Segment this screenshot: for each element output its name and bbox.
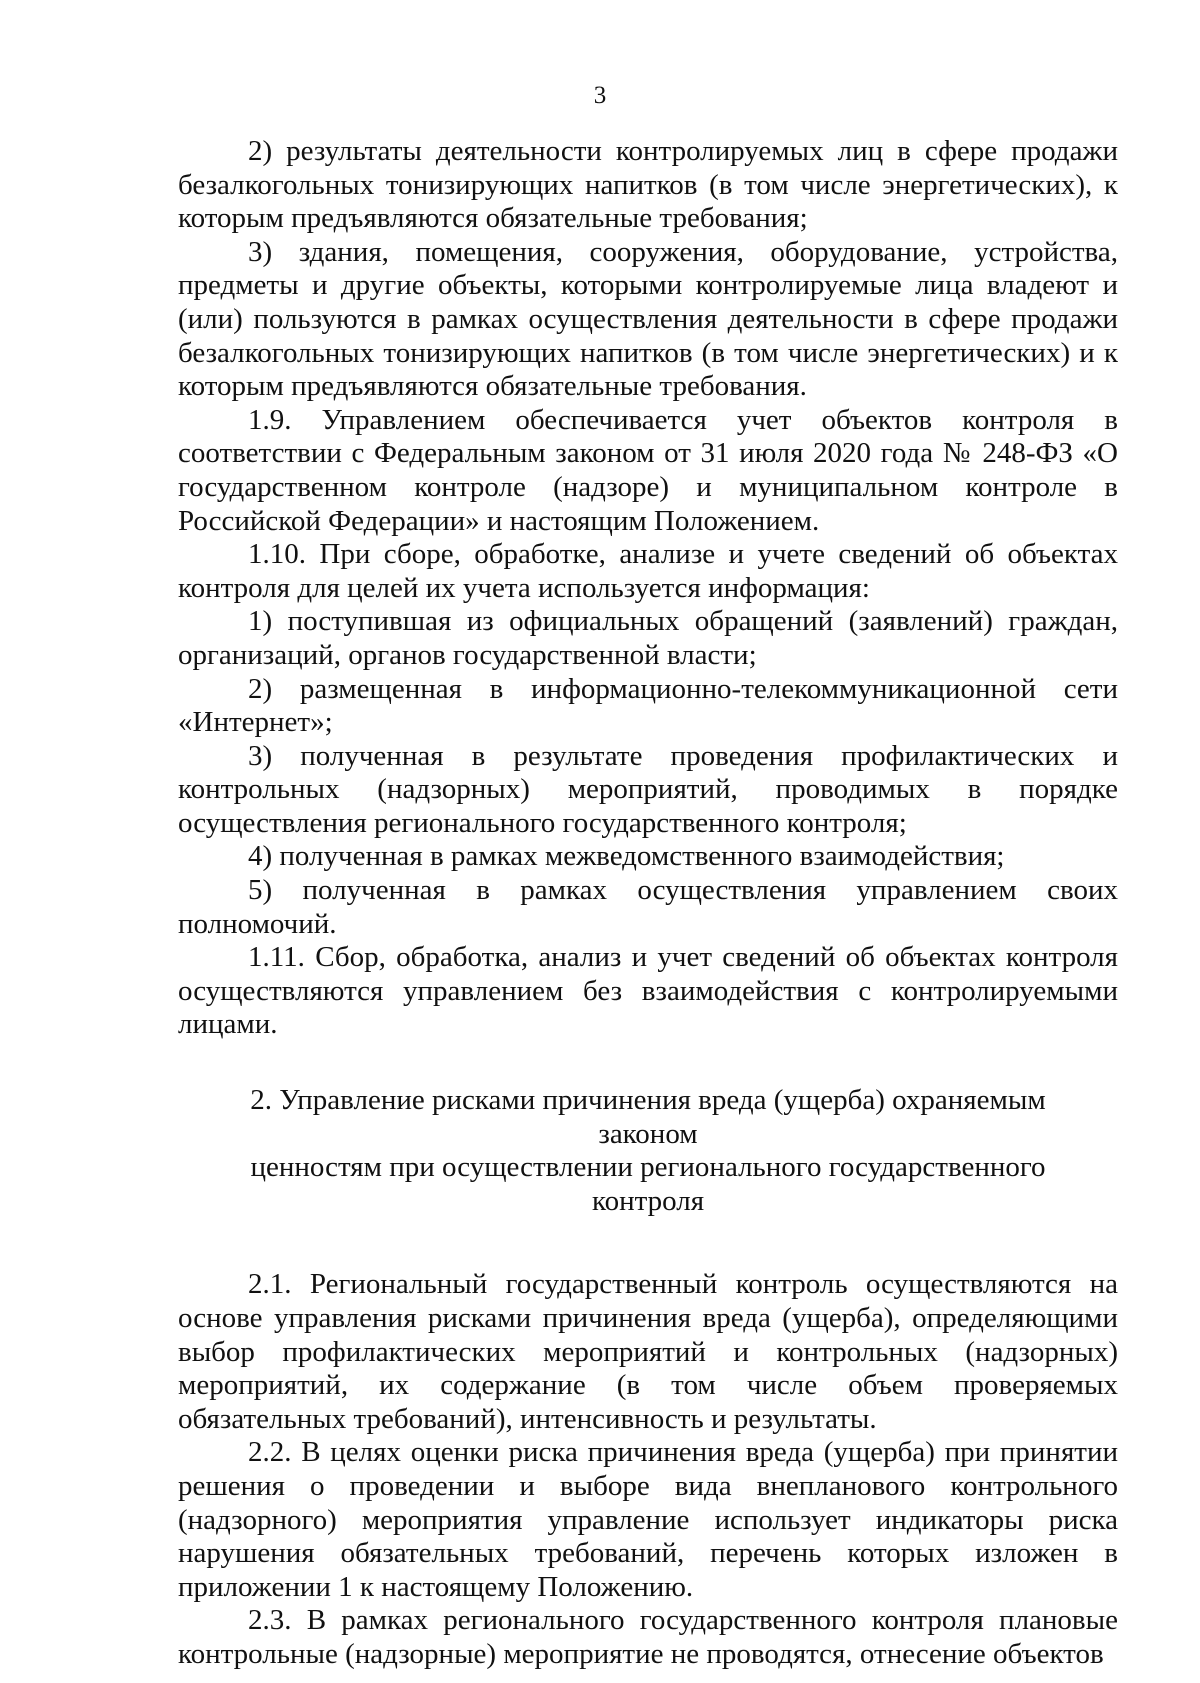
paragraph-source-3: 3) полученная в результате проведения профилактических и контрольных (надзорных) мероприятий, проводимых в порядке осуществления регионального государственного контроля;	[178, 739, 1118, 839]
paragraph-item-2-results: 2) результаты деятельности контролируемых лиц в сфере продажи безалкогольных тонизирующих напитков (в том числе энергетических), к которым предъявляются обязательные требования;	[178, 135, 1118, 235]
paragraph-2-2: 2.2. В целях оценки риска причинения вреда (ущерба) при принятии решения о проведении и выборе вида внепланового контрольного (надзорного) мероприятия управление использует индикаторы риска нарушения обязательных требований, перечень которых изложен в приложении 1 к настоящему Положению.	[178, 1436, 1118, 1603]
section-2-heading	[178, 1084, 1118, 1218]
paragraph-1-9: 1.9. Управлением обеспечивается учет объектов контроля в соответствии с Федеральным законом от 31 июля 2020 года № 248-ФЗ «О государственном контроле (надзоре) и муниципальном контроле в Российской Федерации» и настоящим Положением.	[178, 403, 1118, 537]
paragraph-source-5: 5) полученная в рамках осуществления управлением своих полномочий.	[178, 874, 1118, 940]
document-body	[178, 135, 1118, 1672]
paragraph-2-1: 2.1. Региональный государственный контроль осуществляются на основе управления рисками причинения вреда (ущерба), определяющими выбор профилактических мероприятий и контрольных (надзорных) мероприятий, их содержание (в том числе объем проверяемых обязательных требований), интенсивность и результаты.	[178, 1268, 1118, 1435]
paragraph-source-4: 4) полученная в рамках межведомственного взаимодействия;	[248, 840, 1005, 873]
paragraph-1-10: 1.10. При сборе, обработке, анализе и учете сведений об объектах контроля для целей их учета используется информация:	[178, 538, 1118, 604]
paragraph-item-3-buildings: 3) здания, помещения, сооружения, оборудование, устройства, предметы и другие объекты, которыми контролируемые лица владеют и (или) пользуются в рамках осуществления деятельности в сфере продажи безалкогольных тонизирующих напитков (в том числе энергетических) и к которым предъявляются обязательные требования.	[178, 235, 1118, 403]
paragraph-1-11: 1.11. Сбор, обработка, анализ и учет сведений об объектах контроля осуществляются управлением без взаимодействия с контролируемыми лицами.	[178, 941, 1118, 1041]
section-2-heading-line-2: ценностям при осуществлении регионального государственного контроля	[250, 1151, 1046, 1217]
paragraph-source-2: 2) размещенная в информационно-телекоммуникационной сети «Интернет»;	[178, 672, 1118, 739]
page-number: 3	[593, 82, 607, 109]
paragraph-source-1: 1) поступившая из официальных обращений (заявлений) граждан, организаций, органов государственной власти;	[178, 605, 1118, 671]
paragraph-2-3: 2.3. В рамках регионального государственного контроля плановые контрольные (надзорные) мероприятие не проводятся, отнесение объектов	[178, 1604, 1118, 1670]
section-2-heading-line-1: 2. Управление рисками причинения вреда (ущерба) охраняемым законом	[250, 1084, 1046, 1150]
